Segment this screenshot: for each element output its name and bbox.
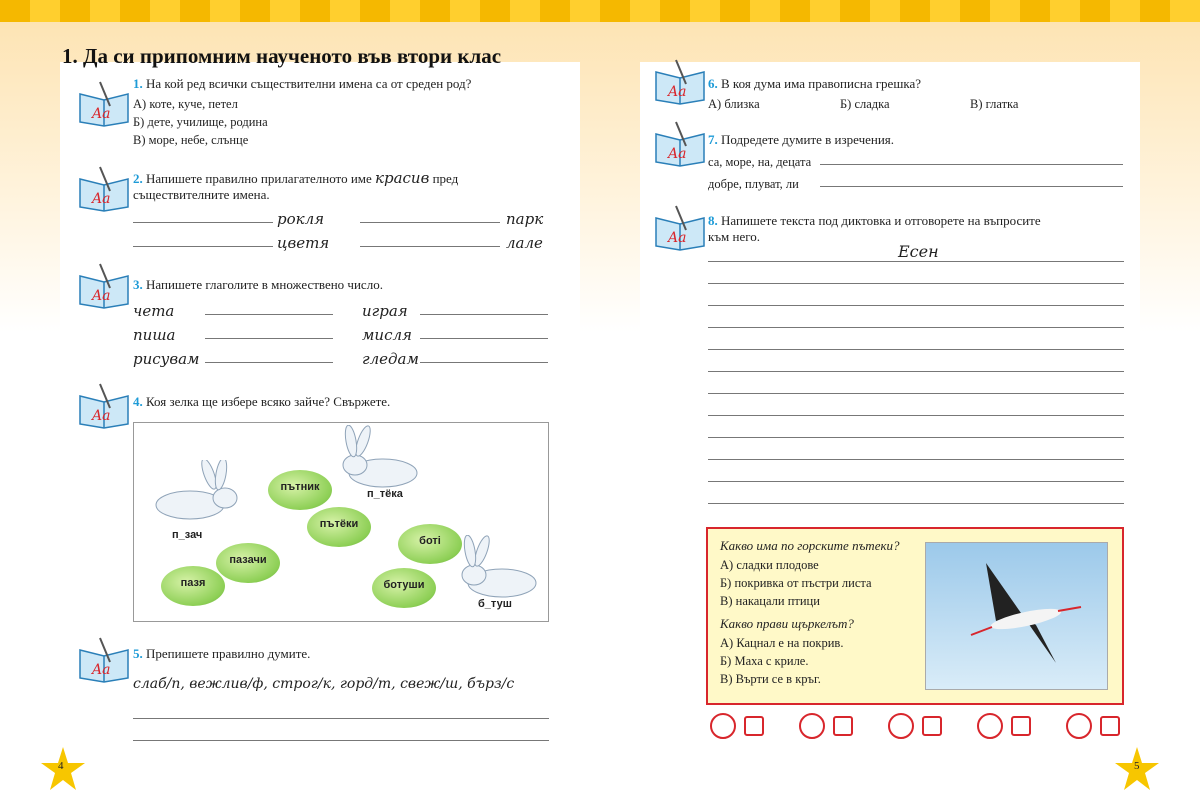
verb-word: чета — [133, 302, 175, 320]
answer-line[interactable] — [708, 415, 1124, 416]
answer-line[interactable] — [708, 459, 1124, 460]
smiley-neutral-icon[interactable] — [888, 713, 914, 739]
smiley-smile-icon[interactable] — [799, 713, 825, 739]
bunny-icon — [333, 425, 428, 495]
handwritten-word: красив — [375, 169, 430, 187]
question-7 — [708, 131, 894, 148]
answer-line[interactable] — [708, 371, 1124, 372]
q1-option-b[interactable]: Б) дете, училище, родина — [133, 115, 268, 129]
cabbage-label: пътник — [280, 481, 320, 493]
question-number: 5. — [133, 646, 143, 661]
cabbage-label: пътёки — [319, 518, 359, 530]
verb-word: гледам — [362, 350, 419, 368]
cabbage-item[interactable] — [161, 566, 225, 606]
cabbage-item[interactable] — [307, 507, 371, 547]
box-question-2: Какво прави щъркелът? — [720, 616, 854, 631]
bunny-label: б_туш — [478, 598, 512, 610]
book-pen-icon — [76, 636, 132, 684]
answer-line[interactable] — [708, 437, 1124, 438]
question-5 — [133, 645, 310, 662]
box-q2-option-c[interactable]: В) Върти се в кръг. — [720, 672, 821, 686]
question-6 — [708, 75, 921, 92]
svg-text:Aa: Aa — [92, 288, 111, 304]
answer-line[interactable] — [820, 164, 1123, 165]
question-text: Препишете правилно думите. — [146, 646, 311, 661]
q6-option-c[interactable]: В) глатка — [970, 97, 1019, 111]
smiley-checkbox[interactable] — [1011, 716, 1031, 736]
question-4 — [133, 393, 390, 410]
svg-text:Aa: Aa — [668, 230, 687, 246]
verb-word: мисля — [362, 326, 412, 344]
q6-option-a[interactable]: А) близка — [708, 97, 760, 111]
question-text: пред — [432, 171, 459, 186]
cabbage-item[interactable] — [216, 543, 280, 583]
svg-text:Aa: Aa — [668, 84, 687, 100]
answer-line[interactable] — [133, 246, 273, 247]
box-q1-option-c[interactable]: В) накацали птици — [720, 594, 820, 608]
bunny-icon — [452, 535, 547, 605]
question-8-cont: към него. — [708, 229, 760, 244]
answer-line[interactable] — [708, 349, 1124, 350]
answer-line[interactable] — [133, 222, 273, 223]
bunny-label: п_тёка — [367, 488, 403, 500]
question-text: Коя зелка ще избере всяко зайче? Свържете. — [146, 394, 391, 409]
answer-line[interactable] — [708, 481, 1124, 482]
book-pen-icon — [76, 382, 132, 430]
question-number: 2. — [133, 171, 143, 186]
book-pen-icon — [76, 80, 132, 128]
question-1 — [133, 75, 471, 92]
box-q1-option-a[interactable]: А) сладки плодове — [720, 558, 819, 572]
answer-line[interactable] — [708, 503, 1124, 504]
question-text: В коя дума има правописна грешка? — [721, 76, 921, 91]
book-pen-icon — [76, 165, 132, 213]
cabbage-label: ботуши — [383, 579, 425, 591]
question-number: 4. — [133, 394, 143, 409]
answer-line[interactable] — [708, 393, 1124, 394]
answer-line[interactable] — [420, 314, 548, 315]
cabbage-label: пазя — [180, 577, 206, 589]
answer-line[interactable] — [133, 740, 549, 741]
smiley-sad-icon[interactable] — [977, 713, 1003, 739]
q1-option-a[interactable]: А) коте, куче, петел — [133, 97, 238, 111]
cabbage-item[interactable] — [398, 524, 462, 564]
book-pen-icon — [652, 204, 708, 252]
box-q2-option-a[interactable]: А) Кацнал е на покрив. — [720, 636, 844, 650]
q1-option-c[interactable]: В) море, небе, слънце — [133, 133, 249, 147]
page-title: 1. Да си припомним наученото във втори клас — [62, 44, 502, 68]
noun-word: парк — [506, 210, 544, 228]
question-text: Напишете глаголите в множествено число. — [146, 277, 383, 292]
q6-option-b[interactable]: Б) сладка — [840, 97, 890, 111]
dictation-heading: Есен — [898, 242, 939, 261]
page-number-right: 5 — [1134, 760, 1140, 772]
smiley-angry-icon[interactable] — [1066, 713, 1092, 739]
verb-word: рисувам — [133, 350, 200, 368]
answer-line[interactable] — [205, 314, 333, 315]
verb-word: играя — [362, 302, 408, 320]
page-number-left: 4 — [58, 760, 64, 772]
cabbage-item[interactable] — [372, 568, 436, 608]
bunny-icon — [145, 460, 240, 530]
answer-line[interactable] — [360, 246, 500, 247]
answer-line[interactable] — [420, 362, 548, 363]
question-number: 1. — [133, 76, 143, 91]
cabbage-label: ботi — [419, 535, 441, 547]
smiley-checkbox[interactable] — [833, 716, 853, 736]
book-pen-icon — [76, 262, 132, 310]
question-number: 7. — [708, 132, 718, 147]
smiley-happy-icon[interactable] — [710, 713, 736, 739]
answer-line[interactable] — [133, 718, 549, 719]
top-decorative-bar — [0, 0, 1200, 22]
answer-line[interactable] — [708, 283, 1124, 284]
question-number: 6. — [708, 76, 718, 91]
stork-photo — [925, 542, 1108, 690]
answer-line[interactable] — [360, 222, 500, 223]
answer-line[interactable] — [420, 338, 548, 339]
answer-line[interactable] — [708, 261, 1124, 262]
verb-word: пиша — [133, 326, 176, 344]
smiley-checkbox[interactable] — [922, 716, 942, 736]
question-number: 8. — [708, 213, 718, 228]
question-text: Напишете текста под диктовка и отговорете на въпросите — [721, 213, 1041, 228]
bunny-label: п_зач — [172, 529, 203, 541]
question-8 — [708, 212, 1041, 229]
box-q2-option-b[interactable]: Б) Маха с криле. — [720, 654, 809, 668]
answer-line[interactable] — [820, 186, 1123, 187]
q7-words: добре, плуват, ли — [708, 177, 799, 191]
question-text: Подредете думите в изречения. — [721, 132, 895, 147]
noun-word: лале — [506, 234, 543, 252]
question-number: 3. — [133, 277, 143, 292]
words-to-copy: слаб/п, вежлив/ф, строг/к, горд/т, свеж/ш, бърз/с — [133, 676, 515, 692]
question-2-cont: съществителните имена. — [133, 187, 270, 202]
svg-text:Aa: Aa — [92, 408, 111, 424]
svg-text:Aa: Aa — [92, 662, 111, 678]
answer-line[interactable] — [205, 362, 333, 363]
smiley-checkbox[interactable] — [744, 716, 764, 736]
svg-text:Aa: Aa — [92, 106, 111, 122]
answer-line[interactable] — [708, 327, 1124, 328]
answer-line[interactable] — [708, 305, 1124, 306]
book-pen-icon — [652, 58, 708, 106]
question-text: Напишете правилно прилагателното име — [146, 171, 372, 186]
q7-words: са, море, на, децата — [708, 155, 812, 169]
noun-word: рокля — [277, 210, 325, 228]
noun-word: цветя — [277, 234, 330, 252]
question-3 — [133, 276, 383, 293]
box-question-1: Какво има по горските пътеки? — [720, 538, 900, 553]
cabbage-label: пазачи — [229, 554, 267, 566]
question-text: На кой ред всички съществителни имена са от среден род? — [146, 76, 472, 91]
box-q1-option-b[interactable]: Б) покривка от пъстри листа — [720, 576, 872, 590]
cabbage-item[interactable] — [268, 470, 332, 510]
smiley-checkbox[interactable] — [1100, 716, 1120, 736]
question-2 — [133, 170, 458, 187]
svg-text:Aa: Aa — [92, 191, 111, 207]
answer-line[interactable] — [205, 338, 333, 339]
book-pen-icon — [652, 120, 708, 168]
svg-text:Aa: Aa — [668, 146, 687, 162]
